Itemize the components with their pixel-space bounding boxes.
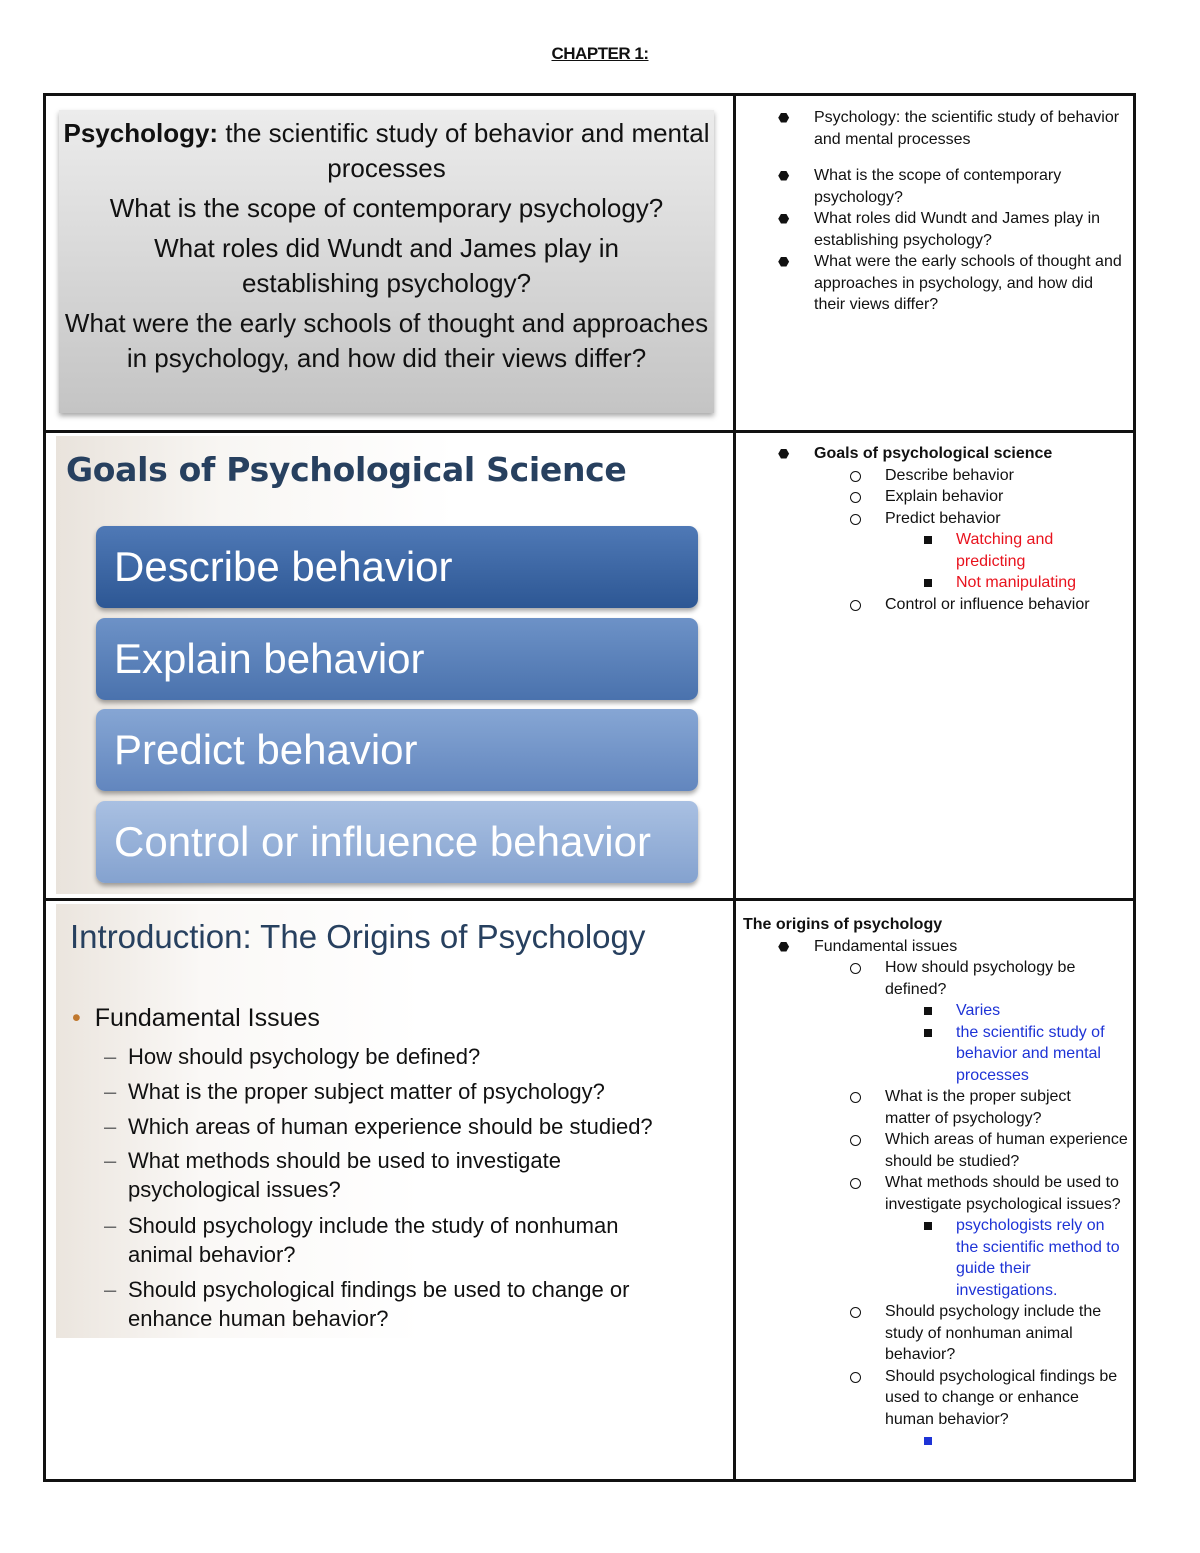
chapter-title: CHAPTER 1: (551, 44, 649, 63)
note-annotation: the scientific study of behavior and mental processes (956, 1023, 1105, 1084)
goal-explain: Explain behavior (96, 618, 698, 700)
column-divider (733, 96, 736, 1479)
circle-bullet-icon (850, 514, 861, 525)
notes-row3 (743, 914, 1133, 1452)
note-annotation: Varies (956, 1002, 1001, 1019)
slide-goals (56, 436, 721, 894)
note-annotation: Watching and predicting (956, 531, 1054, 570)
note-heading: Goals of psychological science (814, 445, 1053, 462)
note-item: Which areas of human experience should be studied? (885, 1131, 1128, 1170)
slide-origins (56, 904, 721, 1338)
note-annotation: Not manipulating (956, 574, 1077, 591)
circle-bullet-icon (850, 1092, 861, 1103)
bullet-icon: ⬣ (778, 254, 790, 269)
note-item: Control or influence behavior (885, 595, 1090, 613)
square-bullet-icon (924, 536, 932, 544)
circle-bullet-icon (850, 1372, 861, 1383)
note-item: Describe behavior (885, 466, 1014, 484)
bullet-icon: ⬣ (778, 211, 790, 226)
note-item: Should psychology include the study of nonhuman animal behavior? (885, 1303, 1102, 1363)
note-item: Should psychological findings be used to change or enhance human behavior? (885, 1367, 1118, 1428)
slide-title: Goals of Psychological Science (66, 450, 627, 489)
slide-sub-bullet: – What methods should be used to investigate psychological issues? (104, 1148, 561, 1202)
circle-bullet-icon (850, 963, 861, 974)
note-heading: The origins of psychology (743, 916, 943, 933)
square-bullet-icon (924, 1437, 932, 1445)
slide-sub-bullet: – Should psychological findings be used to change or enhance human behavior? (104, 1277, 630, 1331)
slide-question: What roles did Wundt and James play in establishing psychology? (154, 233, 619, 298)
slide-sub-bullet: – Which areas of human experience should be studied? (104, 1114, 653, 1139)
note-item: What roles did Wundt and James play in establishing psychology? (814, 210, 1101, 249)
note-item: Fundamental issues (814, 937, 958, 955)
term: Psychology: (63, 118, 219, 148)
slide-question: What is the scope of contemporary psychology? (109, 193, 664, 223)
notes-row2 (774, 443, 1124, 615)
bullet-icon: ⬣ (778, 168, 790, 183)
circle-bullet-icon (850, 1307, 861, 1318)
slide-psychology-definition (59, 110, 714, 413)
bullet-icon: ⬣ (778, 110, 790, 125)
slide-sub-bullet: – Should psychology include the study of nonhuman animal behavior? (104, 1213, 619, 1267)
circle-bullet-icon (850, 492, 861, 503)
square-bullet-icon (924, 1007, 932, 1015)
bullet-icon: ⬣ (778, 938, 790, 954)
circle-bullet-icon (850, 471, 861, 482)
bullet-icon: ⬣ (778, 446, 790, 461)
note-item: What methods should be used to investigate psychological issues? (885, 1174, 1121, 1213)
slide-sub-bullet: – How should psychology be defined? (104, 1044, 481, 1069)
circle-bullet-icon (850, 1135, 861, 1146)
circle-bullet-icon (850, 600, 861, 611)
row-divider (46, 898, 1133, 901)
slide-sub-bullet: – What is the proper subject matter of psychology? (104, 1079, 605, 1104)
circle-bullet-icon (850, 1178, 861, 1189)
row-divider (46, 430, 1133, 433)
note-item: How should psychology be defined? (885, 959, 1076, 998)
goal-predict: Predict behavior (96, 709, 698, 791)
goal-describe: Describe behavior (96, 526, 698, 608)
note-annotation: psychologists rely on the scientific method to guide their investigations. (956, 1217, 1120, 1299)
slide-question: What were the early schools of thought and approaches in psychology, and how did their views differ? (64, 308, 709, 373)
square-bullet-icon (924, 579, 932, 587)
definition: the scientific study of behavior and mental processes (218, 118, 710, 183)
goal-control: Control or influence behavior (96, 801, 698, 883)
note-item: Predict behavior (885, 509, 1001, 527)
square-bullet-icon (924, 1029, 932, 1037)
square-bullet-icon (924, 1222, 932, 1230)
note-item: Psychology: the scientific study of behavior and mental processes (814, 109, 1120, 148)
note-item: What is the proper subject matter of psychology? (885, 1088, 1071, 1127)
note-item: What is the scope of contemporary psychology? (814, 167, 1062, 206)
slide-bullet: • Fundamental Issues (72, 1004, 320, 1032)
slide-title: Introduction: The Origins of Psychology (70, 918, 646, 955)
bullet-icon: • (72, 1004, 81, 1032)
notes-table (43, 93, 1136, 1482)
note-item: What were the early schools of thought and approaches in psychology, and how did their views differ? (814, 253, 1122, 313)
notes-row1 (774, 107, 1124, 316)
note-item: Explain behavior (885, 488, 1004, 505)
